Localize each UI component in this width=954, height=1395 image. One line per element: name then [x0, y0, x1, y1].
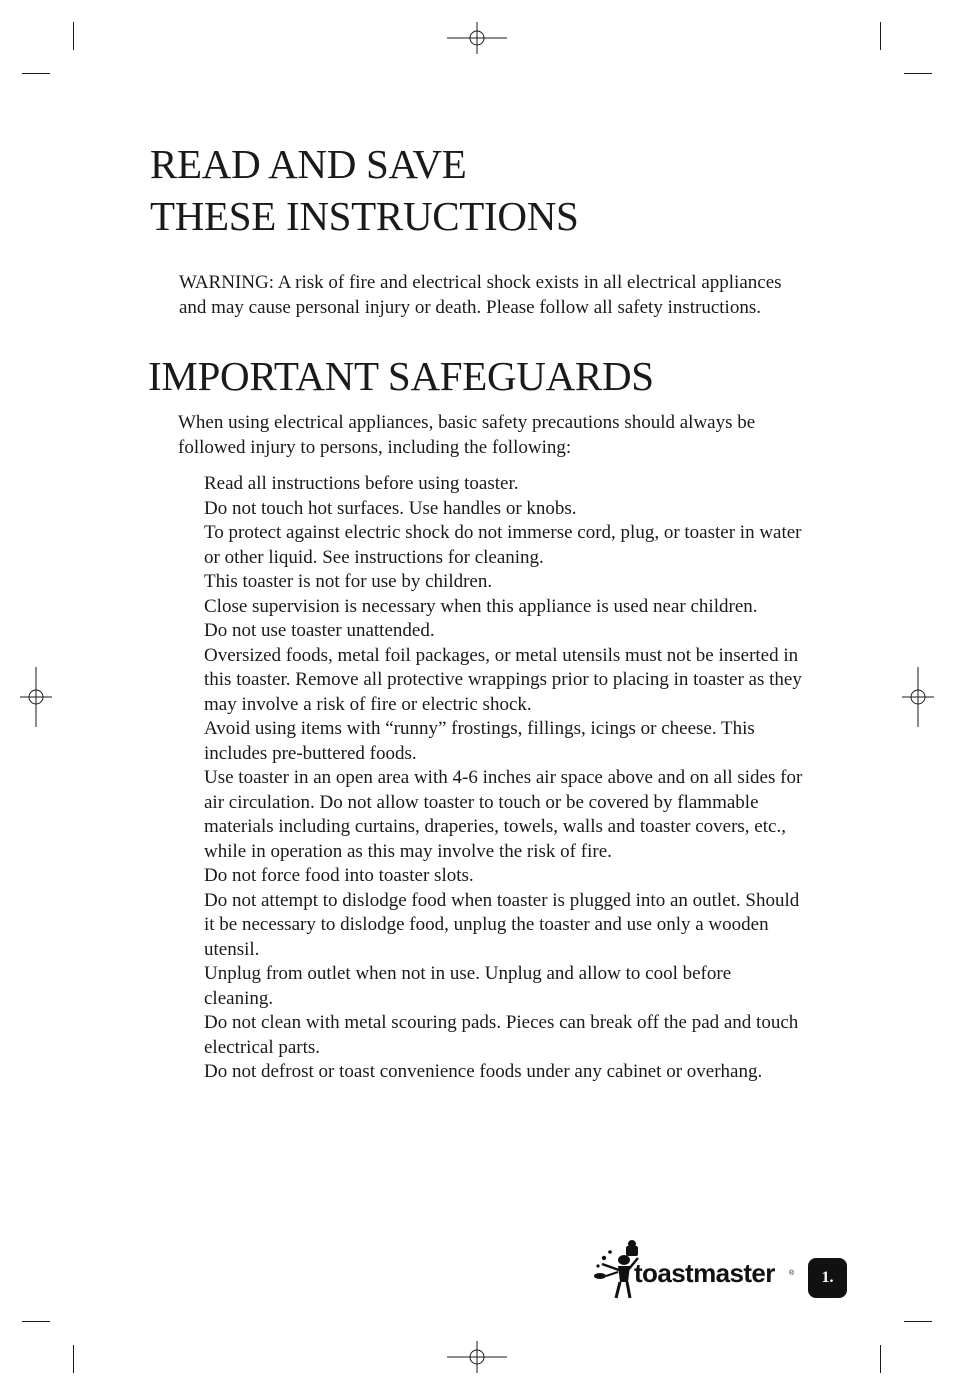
crop-mark [904, 73, 932, 74]
safeguard-item: Avoid using items with “runny” frostings, fillings, icings or cheese. This includes pre-buttered foods. [204, 718, 755, 764]
safeguard-item: Read all instructions before using toaster. [204, 473, 519, 494]
crop-mark [880, 22, 881, 50]
registration-mark-top [447, 22, 507, 54]
safeguards-list [204, 472, 804, 1085]
crop-mark [73, 1345, 74, 1373]
warning-paragraph: WARNING: A risk of fire and electrical shock exists in all electrical appliances and may cause personal injury or death. Please follow all safety instructions. [179, 272, 782, 318]
safeguard-item: Do not use toaster unattended. [204, 620, 435, 641]
brand-wordmark: toastmaster [634, 1258, 775, 1288]
crop-mark [22, 1321, 50, 1322]
safeguard-item: Do not force food into toaster slots. [204, 865, 474, 886]
safeguards-heading: IMPORTANT SAFEGUARDS [148, 353, 654, 399]
safeguard-item: Oversized foods, metal foil packages, or metal utensils must not be inserted in this toaster. Remove all protective wrappings prior to placing in toaster as they may involve a risk of fire or electric shock. [204, 644, 802, 715]
page-title-line-2: THESE INSTRUCTIONS [150, 193, 579, 239]
safeguard-item: To protect against electric shock do not immerse cord, plug, or toaster in water or other liquid. See instructions for cleaning. [204, 522, 802, 568]
crop-mark [904, 1321, 932, 1322]
safeguard-item: Unplug from outlet when not in use. Unplug and allow to cool before cleaning. [204, 963, 732, 1009]
page-title-line-1: READ AND SAVE [150, 141, 467, 187]
safeguard-item: This toaster is not for use by children. [204, 571, 493, 592]
safeguards-intro: When using electrical appliances, basic safety precautions should always be followed injury to persons, including the following: [178, 412, 756, 458]
registered-mark: ® [789, 1270, 795, 1277]
safeguard-item: Do not attempt to dislodge food when toaster is plugged into an outlet. Should it be necessary to dislodge food, unplug the toaster and use only a wooden utensil. [204, 889, 800, 960]
safeguard-item: Do not defrost or toast convenience foods under any cabinet or overhang. [204, 1061, 763, 1082]
safeguard-item: Close supervision is necessary when this appliance is used near children. [204, 595, 758, 617]
crop-mark [22, 73, 50, 74]
crop-mark [73, 22, 74, 50]
crop-mark [880, 1345, 881, 1373]
registration-mark-bottom [447, 1341, 507, 1373]
safeguard-item: Do not touch hot surfaces. Use handles or knobs. [204, 497, 577, 519]
safeguard-item: Use toaster in an open area with 4-6 inches air space above and on all sides for air circulation. Do not allow toaster to touch or be covered by flammable materials including curtains, draperies, towels, walls and toaster covers, etc., while in operation as this may involve the risk of fire. [204, 767, 803, 862]
registration-mark-right [902, 667, 934, 727]
page-number-badge [808, 1258, 847, 1298]
page-number: 1. [821, 1269, 834, 1286]
safeguard-item: Do not clean with metal scouring pads. Pieces can break off the pad and touch electrical parts. [204, 1012, 799, 1058]
registration-mark-left [20, 667, 52, 727]
